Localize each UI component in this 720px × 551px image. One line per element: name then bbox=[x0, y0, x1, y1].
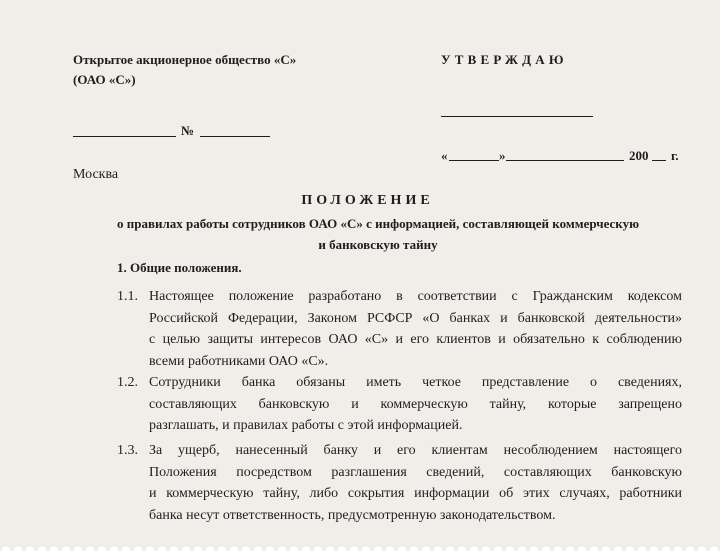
item-1-1-line: всеми работниками ОАО «С». bbox=[149, 353, 329, 369]
item-1-1-line: Российской Федерации, Законом РСФСР «О банках и банковской деятельности» bbox=[149, 310, 682, 326]
item-number-1-1: 1.1. bbox=[117, 289, 138, 304]
signature-blank bbox=[441, 116, 593, 117]
item-1-3-line: Положения посредством разглашения сведений, составляющих банковскую bbox=[149, 464, 682, 480]
date-open-quote: « bbox=[441, 148, 448, 163]
year-prefix: 200 bbox=[629, 148, 649, 163]
year-suffix: г. bbox=[671, 148, 679, 163]
org-short-name: (ОАО «С») bbox=[73, 72, 136, 87]
item-number-1-2: 1.2. bbox=[117, 375, 138, 390]
item-1-2 bbox=[149, 372, 682, 437]
item-1-3 bbox=[149, 440, 682, 526]
item-1-3-line: и коммерческую тайну, либо сокрытия информации об этих случаях, работники bbox=[149, 486, 682, 501]
item-1-1 bbox=[149, 286, 682, 372]
item-1-2-line: разглашать, и правилах работы с этой информацией. bbox=[149, 418, 463, 433]
item-1-3-line: банка несут ответственность, предусмотренную законодательством. bbox=[149, 507, 556, 523]
document-title: ПОЛОЖЕНИЕ bbox=[301, 193, 434, 208]
item-1-3-line: За ущерб, нанесенный банку и его клиентам несоблюдением настоящего bbox=[149, 443, 682, 458]
document-subtitle-line-2: и банковскую тайну bbox=[318, 237, 438, 252]
item-number-1-3: 1.3. bbox=[117, 443, 138, 458]
day-blank bbox=[449, 160, 499, 161]
city-label: Москва bbox=[73, 167, 119, 182]
month-blank bbox=[506, 160, 624, 161]
item-1-2-line: составляющих банковскую и коммерческую тайну, которые запрещено bbox=[149, 396, 682, 412]
section-heading: 1. Общие положения. bbox=[117, 260, 242, 275]
date-close-quote: » bbox=[499, 148, 506, 163]
doc-date-blank bbox=[73, 136, 176, 137]
org-full-name: Открытое акционерное общество «С» bbox=[73, 52, 297, 67]
item-1-2-line: Сотрудники банка обязаны иметь четкое представление о сведениях, bbox=[149, 375, 682, 390]
item-1-1-line: с целью защиты интересов ОАО «С» и его клиентов и обязательно к соблюдению bbox=[149, 332, 682, 347]
year-blank bbox=[652, 160, 666, 161]
approve-heading: УТВЕРЖДАЮ bbox=[441, 52, 568, 67]
item-1-1-line: Настоящее положение разработано в соответствии с Гражданским кодексом bbox=[149, 289, 682, 304]
document-subtitle-line-1: о правилах работы сотрудников ОАО «С» с информацией, составляющей коммерческую bbox=[116, 216, 640, 231]
perforated-edge bbox=[0, 539, 720, 551]
number-sign: № bbox=[181, 123, 195, 138]
doc-number-blank bbox=[200, 136, 270, 137]
